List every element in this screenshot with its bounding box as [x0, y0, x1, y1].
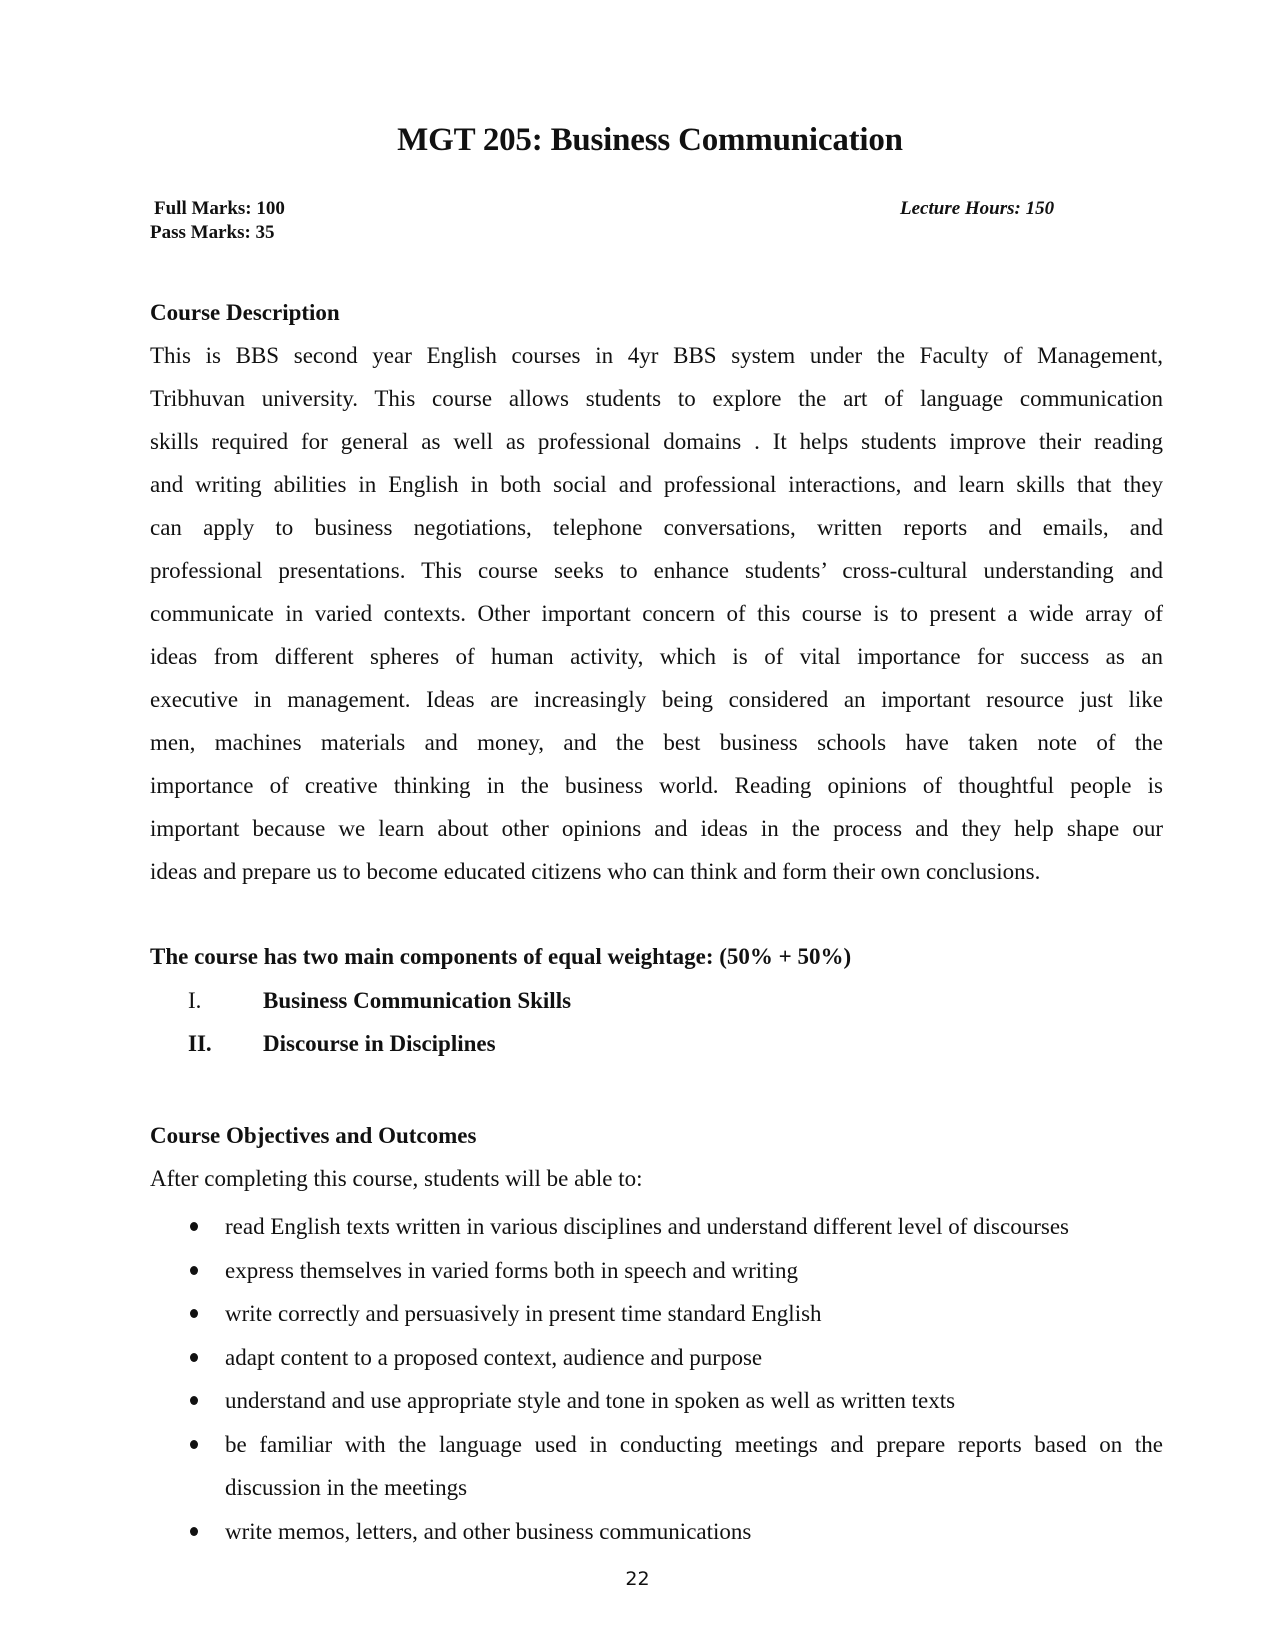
- bullet-icon: [190, 1440, 198, 1449]
- component-label: Business Communication Skills: [263, 988, 572, 1013]
- list-item: [150, 1205, 1163, 1249]
- objectives-heading: Course Objectives and Outcomes: [150, 1123, 477, 1148]
- description-line: ideas from different spheres of human activity, which is of vital importance for success as an: [150, 644, 1163, 669]
- bullet-text: write correctly and persuasively in present time standard English: [225, 1301, 822, 1326]
- course-description-body: [150, 334, 1163, 893]
- bullet-text: read English texts written in various disciplines and understand different level of discourses: [225, 1214, 1069, 1239]
- component-label: Discourse in Disciplines: [263, 1031, 496, 1056]
- bullet-icon: [190, 1222, 198, 1231]
- bullet-text: adapt content to a proposed context, audience and purpose: [225, 1344, 763, 1370]
- bullet-icon: [190, 1353, 198, 1362]
- description-line: executive in management. Ideas are increasingly being considered an important resource just like: [150, 687, 1163, 712]
- course-description-heading: Course Description: [150, 300, 340, 325]
- components-heading: The course has two main components of equal weightage: (50% + 50%): [150, 944, 852, 969]
- page-number: 22: [625, 1568, 650, 1590]
- list-item: [150, 1249, 1163, 1293]
- list-item: [150, 1510, 1163, 1554]
- pass-marks: Pass Marks: 35: [150, 222, 275, 243]
- bullet-icon: [190, 1527, 198, 1536]
- description-line: This is BBS second year English courses in 4yr BBS system under the Faculty of Management,: [150, 343, 1163, 368]
- objectives-list: [150, 1205, 1163, 1553]
- description-line: ideas and prepare us to become educated citizens who can think and form their own conclusions.: [150, 859, 1041, 884]
- description-line: important because we learn about other opinions and ideas in the process and they help shape our: [150, 816, 1163, 841]
- description-line: can apply to business negotiations, telephone conversations, written reports and emails, and: [150, 515, 1163, 540]
- bullet-icon: [190, 1309, 198, 1318]
- bullet-icon: [190, 1396, 198, 1405]
- bullet-text: understand and use appropriate style and tone in spoken as well as written texts: [225, 1388, 956, 1413]
- list-item: [150, 1292, 1163, 1336]
- document-title: MGT 205: Business Communication: [397, 122, 903, 158]
- bullet-text: express themselves in varied forms both in speech and writing: [225, 1257, 798, 1283]
- description-line: professional presentations. This course seeks to enhance students’ cross-cultural understanding and: [150, 558, 1163, 583]
- description-line: men, machines materials and money, and the best business schools have taken note of the: [150, 730, 1163, 755]
- full-marks: Full Marks: 100: [154, 198, 285, 219]
- bullet-text: write memos, letters, and other business communications: [225, 1518, 752, 1544]
- description-line: Tribhuvan university. This course allows students to explore the art of language communication: [150, 386, 1163, 411]
- objectives-intro: After completing this course, students will be able to:: [150, 1166, 643, 1191]
- list-item: [150, 1423, 1163, 1510]
- description-line: skills required for general as well as professional domains . It helps students improve their reading: [150, 429, 1163, 454]
- component-number: II.: [188, 1031, 212, 1056]
- description-line: and writing abilities in English in both social and professional interactions, and learn skills that they: [150, 472, 1163, 497]
- list-item: [150, 1336, 1163, 1380]
- description-line: importance of creative thinking in the business world. Reading opinions of thoughtful people is: [150, 773, 1163, 798]
- bullet-icon: [190, 1266, 198, 1275]
- list-item: [150, 1379, 1163, 1423]
- component-number: I.: [188, 988, 202, 1013]
- lecture-hours: Lecture Hours: 150: [900, 198, 1055, 219]
- bullet-text: be familiar with the language used in conducting meetings and prepare reports based on the discussion in the meetings: [225, 1431, 1163, 1500]
- description-line: communicate in varied contexts. Other important concern of this course is to present a wide array of: [150, 601, 1163, 626]
